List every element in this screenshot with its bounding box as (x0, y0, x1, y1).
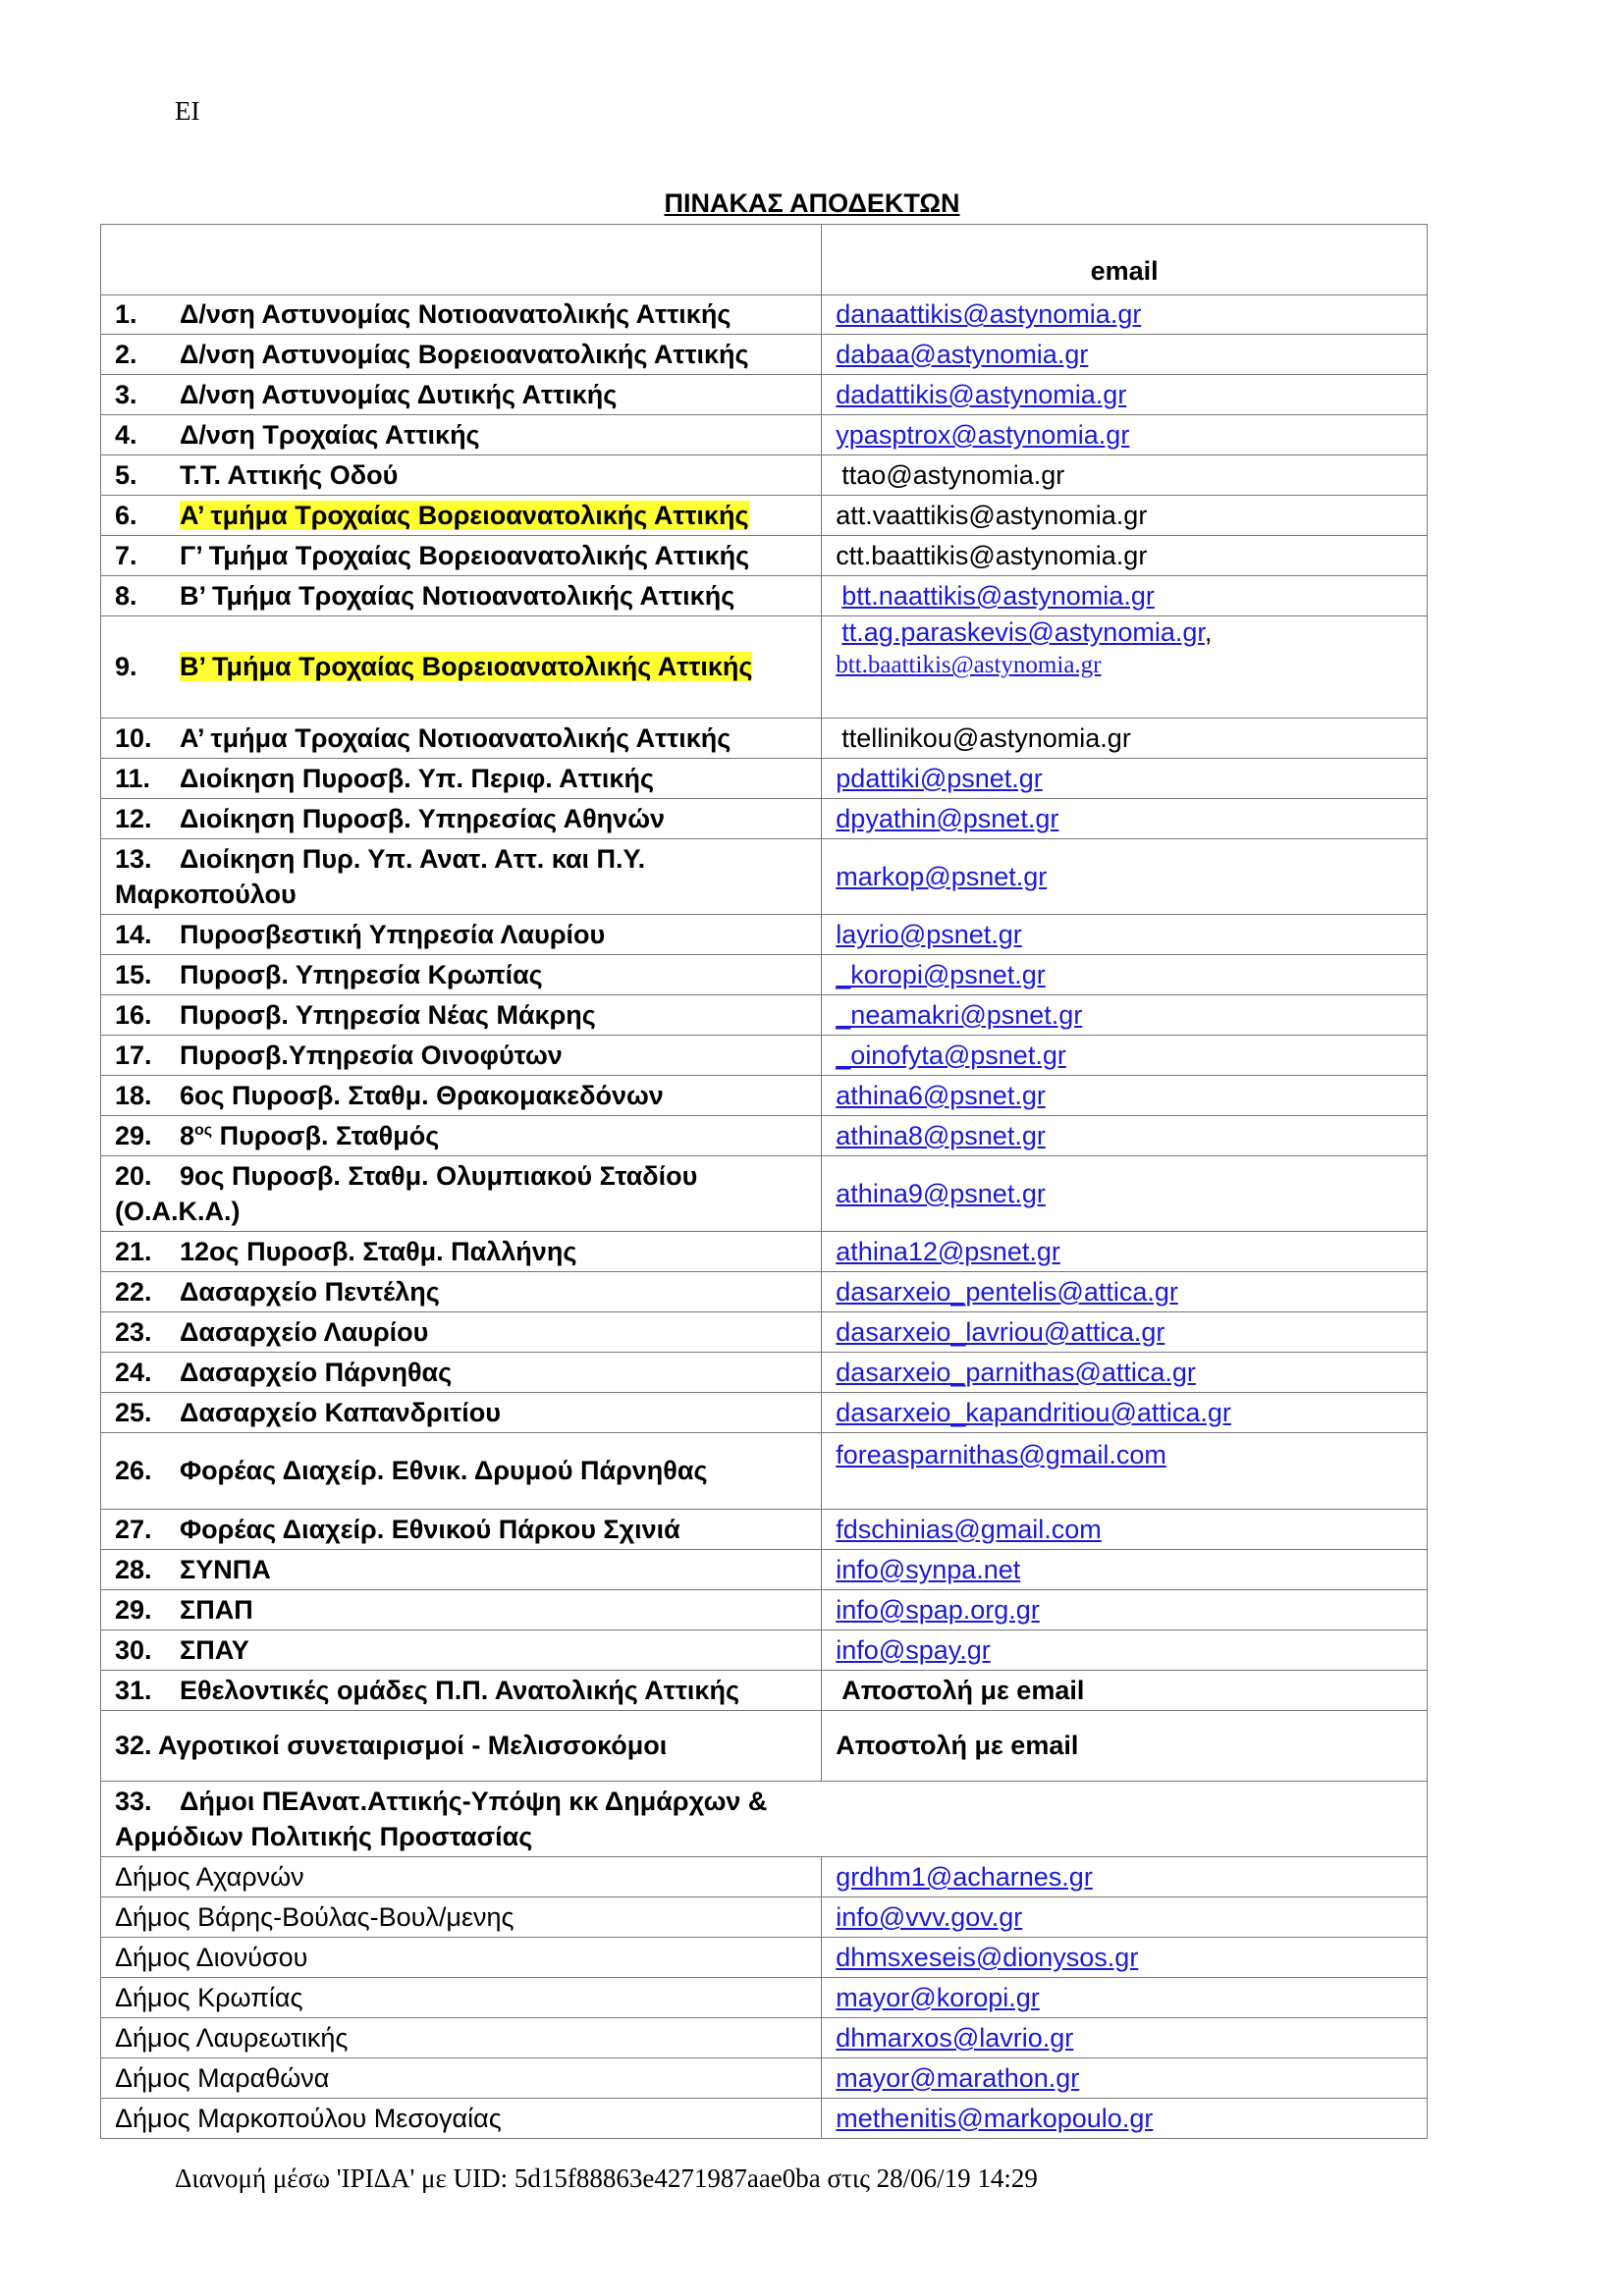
table-row (101, 1510, 1428, 1550)
email-link[interactable]: info@synpa.net (836, 1554, 1021, 1584)
municipality-name-cell (101, 2058, 822, 2099)
email-cell (822, 799, 1428, 839)
email-cell (822, 995, 1428, 1036)
municipality-name: Δήμος Βάρης-Βούλας-Βουλ/μενης (115, 1901, 514, 1932)
recipient-name-cell (101, 995, 822, 1036)
recipient-name-cell (101, 799, 822, 839)
recipient-name-cell (101, 1510, 822, 1550)
recipient-name: ΣΠΑΥ (180, 1634, 249, 1665)
email-cell (822, 415, 1428, 455)
recipient-name: 6ος Πυροσβ. Σταθμ. Θρακομακεδόνων (180, 1080, 664, 1110)
recipient-name-cell (101, 1036, 822, 1076)
recipient-name: Δ/νση Αστυνομίας Νοτιοανατολικής Αττικής (180, 299, 731, 330)
distribution-footer: Διανομή μέσω 'ΙΡΙΔΑ' με UID: 5d15f88863e4271987aae0ba στις 28/06/19 14:29 (175, 2163, 1038, 2193)
table-row (101, 1590, 1428, 1630)
email-cell (822, 719, 1428, 759)
row-number: 6. (115, 500, 137, 530)
email-cell (822, 335, 1428, 375)
table-row (101, 1433, 1428, 1510)
email-link[interactable]: foreasparnithas@gmail.com (836, 1440, 1166, 1469)
row-number: 12. (115, 803, 152, 833)
email-link[interactable]: dasarxeio_pentelis@attica.gr (836, 1276, 1178, 1307)
recipient-name-cell (101, 335, 822, 375)
email-link[interactable]: _neamakri@psnet.gr (836, 999, 1083, 1030)
email-link[interactable]: methenitis@markopoulo.gr (836, 2103, 1154, 2133)
table-row (101, 576, 1428, 616)
recipient-name: Δασαρχείο Πάρνηθας (180, 1357, 453, 1387)
recipient-name-cell (101, 1312, 822, 1353)
send-by-email-note: Αποστολή με email (841, 1675, 1085, 1705)
municipality-name-cell (101, 1978, 822, 2018)
recipient-name-cell (101, 1232, 822, 1272)
table-row (101, 415, 1428, 455)
table-row (101, 719, 1428, 759)
email-link[interactable]: danaattikis@astynomia.gr (836, 299, 1142, 330)
row-number: 2. (115, 339, 137, 369)
email-link[interactable]: fdschinias@gmail.com (836, 1514, 1102, 1544)
email-cell (822, 1232, 1428, 1272)
table-row (101, 375, 1428, 415)
recipient-name: Δ/νση Αστυνομίας Βορειοανατολικής Αττικής (180, 339, 749, 369)
recipient-name: Πυροσβ. Υπηρεσία Κρωπίας (180, 959, 543, 989)
municipality-name-cell (101, 1857, 822, 1897)
table-row (101, 955, 1428, 995)
email-cell (822, 915, 1428, 955)
email-cell (822, 2058, 1428, 2099)
email-text: ttao@astynomia.gr (841, 459, 1065, 490)
email-cell (822, 1036, 1428, 1076)
municipality-row (101, 2018, 1428, 2058)
email-cell (822, 1857, 1428, 1897)
row-number: 9. (115, 652, 137, 682)
row-number: 25. (115, 1397, 152, 1427)
table-row (101, 1630, 1428, 1671)
municipality-name-cell (101, 1938, 822, 1978)
row-number: 27. (115, 1514, 152, 1544)
email-cell (822, 1938, 1428, 1978)
table-row (101, 995, 1428, 1036)
email-cell (822, 955, 1428, 995)
email-separator: , (1204, 617, 1213, 647)
table-row (101, 335, 1428, 375)
municipality-name: Δήμος Κρωπίας (115, 1982, 303, 2012)
recipient-name-cell (101, 295, 822, 335)
email-cell (822, 1711, 1428, 1782)
row-number: 32. (115, 1731, 152, 1761)
recipient-name-cell (101, 1550, 822, 1590)
email-link[interactable]: info@vvv.gov.gr (836, 1901, 1023, 1932)
municipality-row (101, 2099, 1428, 2139)
municipality-name-cell (101, 1897, 822, 1938)
email-cell (822, 1312, 1428, 1353)
email-cell (822, 616, 1428, 719)
email-link[interactable]: _oinofyta@psnet.gr (836, 1040, 1066, 1070)
recipient-name: ΣΥΝΠΑ (180, 1554, 271, 1584)
email-link[interactable]: athina8@psnet.gr (836, 1120, 1046, 1150)
recipient-name: Α’ τμήμα Τροχαίας Νοτιοανατολικής Αττικής (180, 722, 731, 753)
recipient-name: Πυροσβ. Υπηρεσία Νέας Μάκρης (180, 999, 596, 1030)
recipient-name-cell (101, 576, 822, 616)
recipient-name: Δασαρχείο Πεντέλης (180, 1276, 440, 1307)
recipient-name: 12ος Πυροσβ. Σταθμ. Παλλήνης (180, 1236, 577, 1266)
email-cell (822, 295, 1428, 335)
table-row (101, 839, 1428, 915)
row-number: 4. (115, 419, 137, 450)
recipient-name: Τ.Τ. Αττικής Οδού (180, 459, 399, 490)
email-link[interactable]: tt.ag.paraskevis@astynomia.gr (841, 617, 1205, 647)
recipient-name-cont: Αρμόδιων Πολιτικής Προστασίας (115, 1822, 533, 1851)
row-number: 8. (115, 580, 137, 611)
recipient-name-cell (101, 455, 822, 496)
table-row (101, 799, 1428, 839)
recipient-name: Δασαρχείο Καπανδριτίου (180, 1397, 501, 1427)
email-cell (822, 1671, 1428, 1711)
email-cell (822, 375, 1428, 415)
table-row (101, 616, 1428, 719)
table-row (101, 915, 1428, 955)
recipient-name: Δ/νση Τροχαίας Αττικής (180, 419, 480, 450)
recipient-name: Φορέας Διαχείρ. Εθνικού Πάρκου Σχινιά (180, 1514, 680, 1544)
table-row (101, 1782, 1428, 1857)
email-cell (822, 1353, 1428, 1393)
municipality-name: Δήμος Λαυρεωτικής (115, 2022, 349, 2053)
recipient-name-cell (101, 375, 822, 415)
row-number: 28. (115, 1554, 152, 1584)
row-number: 18. (115, 1080, 152, 1110)
row-number: 13. (115, 843, 152, 874)
recipient-name: Δ/νση Αστυνομίας Δυτικής Αττικής (180, 379, 618, 409)
row-number: 30. (115, 1634, 152, 1665)
recipient-name-cell (101, 1590, 822, 1630)
page-title: ΠΙΝΑΚΑΣ ΑΠΟΔΕΚΤΩΝ (664, 188, 960, 218)
row-number: 24. (115, 1357, 152, 1387)
email-link[interactable]: dhmsxeseis@dionysos.gr (836, 1942, 1139, 1972)
recipient-name-cell (101, 415, 822, 455)
row-number: 10. (115, 722, 152, 753)
header-mark: ΕΙ (175, 96, 200, 126)
row-number: 1. (115, 299, 137, 330)
recipient-name-rest: Πυροσβ. Σταθμός (212, 1120, 440, 1150)
email-link[interactable]: dasarxeio_parnithas@attica.gr (836, 1357, 1196, 1387)
email-cell (822, 455, 1428, 496)
row-number: 14. (115, 919, 152, 949)
recipient-name: Διοίκηση Πυρ. Υπ. Ανατ. Αττ. και Π.Υ. (180, 843, 646, 874)
table-row (101, 1711, 1428, 1782)
email-link[interactable]: dpyathin@psnet.gr (836, 803, 1059, 833)
row-number: 29. (115, 1594, 152, 1625)
email-link[interactable]: _koropi@psnet.gr (836, 959, 1046, 989)
table-row (101, 536, 1428, 576)
recipient-name-cell (101, 1353, 822, 1393)
email-cell (822, 1076, 1428, 1116)
recipient-name: Δασαρχείο Λαυρίου (180, 1316, 429, 1347)
recipient-name-cell (101, 1433, 822, 1510)
send-by-email-note: Αποστολή με email (836, 1731, 1079, 1761)
email-cell (822, 759, 1428, 799)
row-number: 29. (115, 1120, 152, 1150)
email-text: att.vaattikis@astynomia.gr (836, 500, 1148, 530)
recipient-name: Διοίκηση Πυροσβ. Υπηρεσίας Αθηνών (180, 803, 666, 833)
email-link[interactable]: ypasptrox@astynomia.gr (836, 419, 1130, 450)
recipient-name-cell (101, 1076, 822, 1116)
recipient-name-cell (101, 536, 822, 576)
email-cell (822, 1590, 1428, 1630)
email-link[interactable]: mayor@koropi.gr (836, 1982, 1040, 2012)
row-number: 20. (115, 1160, 152, 1191)
email-cell (822, 1978, 1428, 2018)
email-link[interactable]: dadattikis@astynomia.gr (836, 379, 1127, 409)
ordinal-suffix: ος (194, 1121, 213, 1139)
row-number: 3. (115, 379, 137, 409)
email-text: ctt.baattikis@astynomia.gr (836, 540, 1148, 570)
recipient-name-cell (101, 1393, 822, 1433)
table-header-row (101, 225, 1428, 295)
email-cell (822, 1116, 1428, 1156)
email-column-header: email (822, 225, 1428, 295)
row-number: 21. (115, 1236, 152, 1266)
table-row (101, 455, 1428, 496)
email-link[interactable]: dabaa@astynomia.gr (836, 339, 1089, 369)
recipient-name-cell (101, 496, 822, 536)
email-cell (822, 1550, 1428, 1590)
header-empty-cell (101, 225, 822, 295)
email-link[interactable]: grdhm1@acharnes.gr (836, 1861, 1093, 1892)
municipality-row (101, 1978, 1428, 2018)
email-cell (822, 496, 1428, 536)
recipient-name-cell (101, 1711, 822, 1782)
email-link[interactable]: dasarxeio_kapandritiou@attica.gr (836, 1397, 1231, 1427)
recipient-name-cell (101, 1116, 822, 1156)
municipality-row (101, 1938, 1428, 1978)
row-number: 23. (115, 1316, 152, 1347)
table-row (101, 1671, 1428, 1711)
email-cell (822, 1156, 1428, 1232)
recipient-name-cell (101, 1630, 822, 1671)
row-number: 7. (115, 540, 137, 570)
email-link[interactable]: pdattiki@psnet.gr (836, 763, 1043, 793)
email-cell (822, 1510, 1428, 1550)
recipient-name-cont: (Ο.Α.Κ.Α.) (115, 1197, 241, 1226)
recipient-name-cell (101, 955, 822, 995)
row-number: 31. (115, 1675, 152, 1705)
email-cell (822, 1433, 1428, 1510)
table-row (101, 1272, 1428, 1312)
email-cell (822, 2099, 1428, 2139)
email-link[interactable]: markop@psnet.gr (836, 861, 1048, 891)
recipient-name: Αγροτικοί συνεταιρισμοί - Μελισσοκόμοι (158, 1731, 668, 1761)
table-row (101, 1076, 1428, 1116)
table-row (101, 1312, 1428, 1353)
row-number: 26. (115, 1456, 152, 1486)
recipient-name: Γ’ Τμήμα Τροχαίας Βορειοανατολικής Αττικής (180, 540, 750, 570)
email-link[interactable]: dasarxeio_lavriou@attica.gr (836, 1316, 1165, 1347)
email-cell (822, 576, 1428, 616)
table-row (101, 1036, 1428, 1076)
row-number: 5. (115, 459, 137, 490)
table-row (101, 759, 1428, 799)
recipient-name-cell (101, 1272, 822, 1312)
row-number: 16. (115, 999, 152, 1030)
recipient-name: Β’ Τμήμα Τροχαίας Νοτιοανατολικής Αττικής (180, 580, 735, 611)
email-cell (822, 2018, 1428, 2058)
email-link[interactable]: athina12@psnet.gr (836, 1236, 1060, 1266)
table-row (101, 1353, 1428, 1393)
recipient-name-cont: Μαρκοπούλου (115, 880, 297, 909)
recipient-name-cell (101, 915, 822, 955)
recipient-name-cell (101, 839, 822, 915)
row-number: 22. (115, 1276, 152, 1307)
email-cell (822, 839, 1428, 915)
recipient-name: Εθελοντικές ομάδες Π.Π. Ανατολικής Αττικής (180, 1675, 739, 1705)
recipient-name-cell (101, 1156, 822, 1232)
recipient-name: Διοίκηση Πυροσβ. Υπ. Περιφ. Αττικής (180, 763, 654, 793)
email-link-secondary[interactable]: btt.baattikis@astynomia.gr (836, 652, 1102, 679)
municipality-name-cell (101, 2018, 822, 2058)
email-cell (822, 1393, 1428, 1433)
recipient-name: Δήμοι ΠΕΑνατ.Αττικής-Υπόψη κκ Δημάρχων & (180, 1786, 768, 1816)
recipient-name-cell (101, 1782, 1428, 1857)
table-row (101, 1116, 1428, 1156)
email-link[interactable]: btt.naattikis@astynomia.gr (841, 580, 1155, 611)
table-row (101, 1393, 1428, 1433)
recipient-name: 8 (180, 1120, 195, 1150)
municipality-name-cell (101, 2099, 822, 2139)
email-cell (822, 1272, 1428, 1312)
email-cell (822, 1897, 1428, 1938)
table-row (101, 295, 1428, 335)
recipient-name-cell (101, 616, 822, 719)
recipients-table (100, 224, 1428, 2139)
email-link[interactable]: athina9@psnet.gr (836, 1178, 1046, 1208)
municipality-name: Δήμος Αχαρνών (115, 1861, 304, 1892)
municipality-row (101, 2058, 1428, 2099)
recipient-name: Πυροσβεστική Υπηρεσία Λαυρίου (180, 919, 606, 949)
recipient-name-cell (101, 1671, 822, 1711)
recipient-name-cell (101, 759, 822, 799)
email-text: ttellinikou@astynomia.gr (841, 722, 1131, 753)
municipality-row (101, 1857, 1428, 1897)
email-link[interactable]: info@spap.org.gr (836, 1594, 1040, 1625)
municipality-name: Δήμος Μαρκοπούλου Μεσογαίας (115, 2103, 502, 2133)
email-cell (822, 1630, 1428, 1671)
recipient-name-highlighted: Β’ Τμήμα Τροχαίας Βορειοανατολικής Αττικής (180, 652, 753, 682)
recipient-name: ΣΠΑΠ (180, 1594, 253, 1625)
row-number: 11. (115, 763, 151, 793)
table-row (101, 1156, 1428, 1232)
municipality-name: Δήμος Διονύσου (115, 1942, 308, 1972)
recipient-name: Φορέας Διαχείρ. Εθνικ. Δρυμού Πάρνηθας (180, 1456, 708, 1486)
recipient-name-highlighted: Α’ τμήμα Τροχαίας Βορειοανατολικής Αττικής (180, 500, 749, 530)
table-row (101, 496, 1428, 536)
row-number: 33. (115, 1786, 152, 1816)
email-link[interactable]: info@spay.gr (836, 1634, 991, 1665)
recipient-name-cell (101, 719, 822, 759)
recipient-name: 9ος Πυροσβ. Σταθμ. Ολυμπιακού Σταδίου (180, 1160, 698, 1191)
email-cell (822, 536, 1428, 576)
email-link[interactable]: mayor@marathon.gr (836, 2062, 1080, 2093)
row-number: 17. (115, 1040, 152, 1070)
table-row (101, 1550, 1428, 1590)
recipient-name: Πυροσβ.Υπηρεσία Οινοφύτων (180, 1040, 563, 1070)
municipality-row (101, 1897, 1428, 1938)
email-link[interactable]: athina6@psnet.gr (836, 1080, 1046, 1110)
email-link[interactable]: dhmarxos@lavrio.gr (836, 2022, 1074, 2053)
row-number: 15. (115, 959, 152, 989)
municipality-name: Δήμος Μαραθώνα (115, 2062, 330, 2093)
email-link[interactable]: layrio@psnet.gr (836, 919, 1022, 949)
table-row (101, 1232, 1428, 1272)
